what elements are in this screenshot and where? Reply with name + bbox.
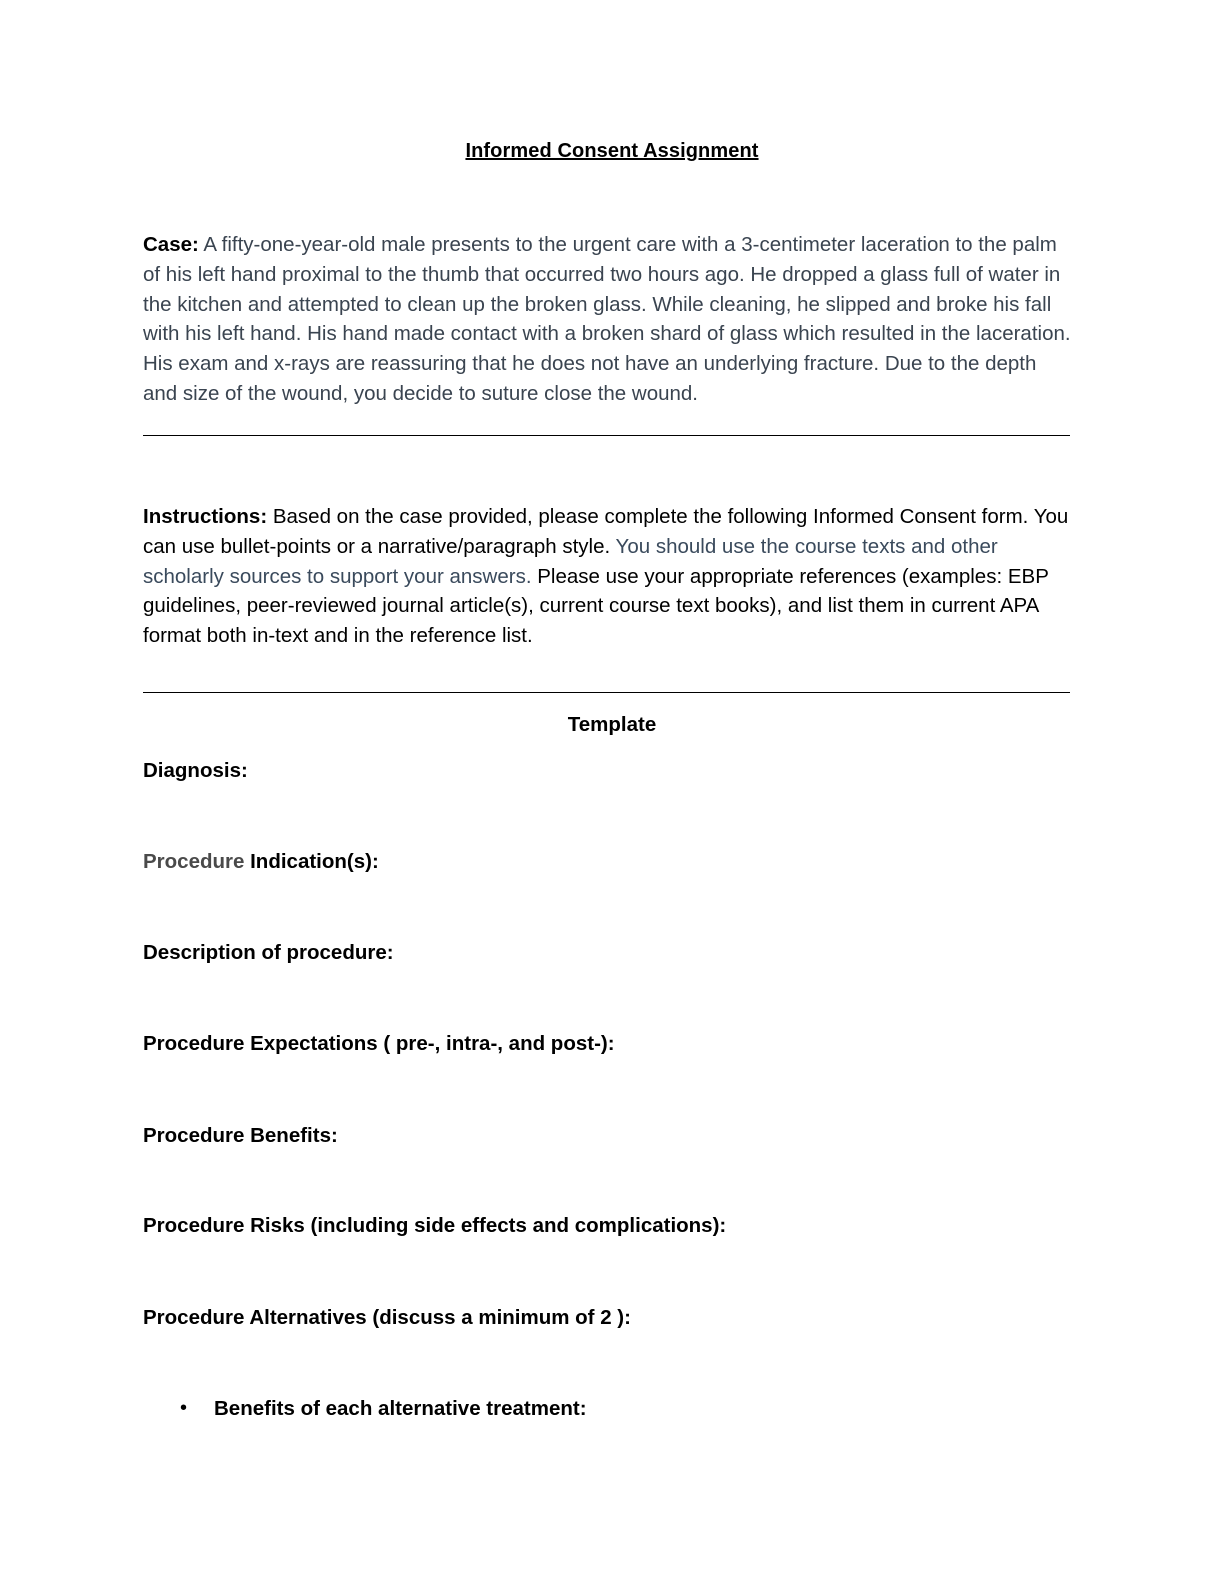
document-title: Informed Consent Assignment — [465, 140, 759, 162]
indications-suffix: Indication(s): — [244, 850, 379, 873]
instructions-paragraph — [143, 502, 1073, 651]
instructions-text-3: Please use your appropriate references (examples: EBP guidelines, peer-reviewed journal article(s), current course text books), and list them in current APA format both in-text and in the reference list. — [143, 564, 1049, 648]
case-text: A fifty-one-year-old male presents to the urgent care with a 3-centimeter laceration to the palm of his left hand proximal to the thumb that occurred two hours ago. He dropped a glass full of water in the kitchen and attempted to clean up the broken glass. While cleaning, he slipped and broke his fall with his left hand. His hand made contact with a broken shard of glass which resulted in the laceration. His exam and x-rays are reassuring that he does not have an underlying fracture. Due to the depth and size of the wound, you decide to suture close the wound. — [143, 233, 1071, 405]
case-paragraph — [143, 230, 1073, 409]
instructions-label: Instructions: — [143, 505, 268, 528]
divider-before-template — [143, 692, 1070, 693]
instructions-text-2: You should use the course texts and other scholarly sources to support your answers. — [143, 534, 998, 588]
field-procedure-alternatives: Procedure Alternatives (discuss a minimum of 2 ): — [143, 1306, 631, 1329]
case-label: Case: — [143, 233, 199, 256]
template-heading: Template — [567, 713, 657, 736]
bullet-icon: • — [180, 1397, 188, 1419]
field-description-of-procedure: Description of procedure: — [143, 941, 394, 964]
field-diagnosis: Diagnosis: — [143, 759, 248, 782]
indications-prefix: Procedure — [143, 850, 245, 873]
field-procedure-expectations: Procedure Expectations ( pre-, intra-, and post-): — [143, 1032, 615, 1055]
field-procedure-benefits: Procedure Benefits: — [143, 1124, 338, 1147]
instructions-text-1: Based on the case provided, please complete the following Informed Consent form. You can use bullet-points or a narrative/paragraph style. — [143, 505, 1069, 558]
field-alternative-benefits: Benefits of each alternative treatment: — [214, 1397, 587, 1420]
field-procedure-risks: Procedure Risks (including side effects and complications): — [143, 1214, 727, 1237]
field-procedure-indications — [143, 850, 379, 874]
divider-after-case — [143, 435, 1070, 436]
